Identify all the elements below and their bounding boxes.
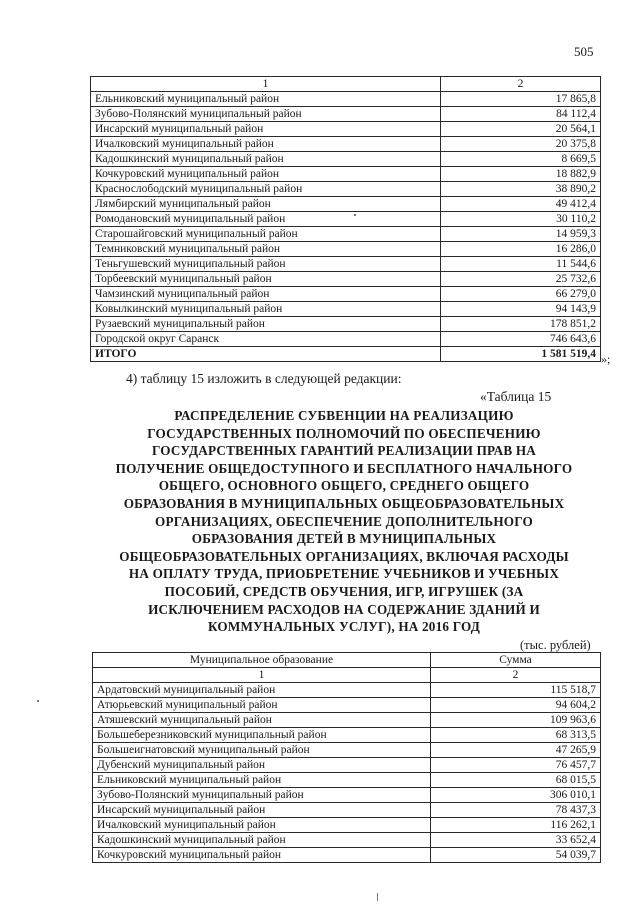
- closing-quote-mark: »;: [601, 352, 611, 366]
- table-row: [93, 698, 601, 713]
- municipality-name: Ичалковский муниципальный район: [91, 137, 441, 152]
- amount-value: 16 286,0: [441, 242, 601, 257]
- municipality-name: Инсарский муниципальный район: [93, 803, 431, 818]
- column-number-1: 1: [93, 668, 431, 683]
- amount-value: 20 564,1: [441, 122, 601, 137]
- table-row: [93, 773, 601, 788]
- municipality-name: Инсарский муниципальный район: [91, 122, 441, 137]
- table-row: [93, 833, 601, 848]
- total-value: 1 581 519,4: [441, 347, 601, 362]
- amount-value: 20 375,8: [441, 137, 601, 152]
- table-row: [91, 182, 601, 197]
- municipality-name: Кочкуровский муниципальный район: [91, 167, 441, 182]
- amount-value: 8 669,5: [441, 152, 601, 167]
- table-row: [91, 212, 601, 227]
- units-label: (тыс. рублей): [520, 638, 591, 652]
- municipality-name: Ельниковский муниципальный район: [93, 773, 431, 788]
- page-number: 505: [574, 44, 594, 59]
- title-line: НА ОПЛАТУ ТРУДА, ПРИОБРЕТЕНИЕ УЧЕБНИКОВ И УЧЕБНЫХ: [128, 566, 560, 582]
- amount-value: 18 882,9: [441, 167, 601, 182]
- municipality-name: Большеберезниковский муниципальный район: [93, 728, 431, 743]
- municipality-name: Ичалковский муниципальный район: [93, 818, 431, 833]
- subsidy-table-continued: [90, 76, 601, 362]
- scan-artifact-mark: [37, 700, 39, 702]
- table-row: [91, 122, 601, 137]
- total-label: ИТОГО: [91, 347, 441, 362]
- table-row: [91, 137, 601, 152]
- column-header-amount: Сумма: [431, 653, 601, 668]
- table-row: [91, 257, 601, 272]
- column-number-row: [93, 668, 601, 683]
- municipality-name: Дубенский муниципальный район: [93, 758, 431, 773]
- amount-value: 84 112,4: [441, 107, 601, 122]
- column-number-2: 2: [441, 77, 601, 92]
- column-number-row: [91, 77, 601, 92]
- table-row: [91, 272, 601, 287]
- amount-value: 66 279,0: [441, 287, 601, 302]
- municipality-name: Кадошкинский муниципальный район: [91, 152, 441, 167]
- amount-value: 115 518,7: [431, 683, 601, 698]
- table-row: [93, 818, 601, 833]
- column-number-2: 2: [431, 668, 601, 683]
- amount-value: 109 963,6: [431, 713, 601, 728]
- amount-value: 14 959,3: [441, 227, 601, 242]
- amount-value: 68 015,5: [431, 773, 601, 788]
- table-row: [93, 743, 601, 758]
- table-row: [91, 302, 601, 317]
- table-row: [91, 167, 601, 182]
- title-line: ПОСОБИЙ, СРЕДСТВ ОБУЧЕНИЯ, ИГР, ИГРУШЕК (ЗА: [164, 583, 524, 599]
- municipality-name: Торбеевский муниципальный район: [91, 272, 441, 287]
- municipality-name: Атюрьевский муниципальный район: [93, 698, 431, 713]
- municipality-name: Ардатовский муниципальный район: [93, 683, 431, 698]
- title-line: ОБЩЕОБРАЗОВАТЕЛЬНЫХ ОРГАНИЗАЦИЯХ, ВКЛЮЧАЯ РАСХОДЫ: [119, 548, 569, 564]
- amount-value: 94 143,9: [441, 302, 601, 317]
- municipality-name: Ромодановский муниципальный район: [91, 212, 441, 227]
- table-row: [91, 332, 601, 347]
- municipality-name: Городской округ Саранск: [91, 332, 441, 347]
- total-row: [91, 347, 601, 362]
- table-row: [91, 227, 601, 242]
- municipality-name: Темниковский муниципальный район: [91, 242, 441, 257]
- table-row: [91, 317, 601, 332]
- municipality-name: Чамзинский муниципальный район: [91, 287, 441, 302]
- subsidy-distribution-table: [92, 652, 601, 863]
- municipality-name: Теньгушевский муниципальный район: [91, 257, 441, 272]
- title-line: ОБРАЗОВАНИЯ ДЕТЕЙ В МУНИЦИПАЛЬНЫХ: [191, 531, 497, 547]
- table-row: [91, 287, 601, 302]
- title-line: ОРГАНИЗАЦИЯХ, ОБЕСПЕЧЕНИЕ ДОПОЛНИТЕЛЬНОГО: [155, 513, 533, 529]
- table-row: [93, 713, 601, 728]
- amount-value: 178 851,2: [441, 317, 601, 332]
- amount-value: 116 262,1: [431, 818, 601, 833]
- title-line: РАСПРЕДЕЛЕНИЕ СУБВЕНЦИИ НА РЕАЛИЗАЦИЮ: [174, 408, 514, 423]
- amount-value: 17 865,8: [441, 92, 601, 107]
- table-row: [91, 242, 601, 257]
- table-row: [91, 107, 601, 122]
- title-line: ОБЩЕГО, ОСНОВНОГО ОБЩЕГО, СРЕДНЕГО ОБЩЕГО: [158, 478, 530, 494]
- amount-value: 76 457,7: [431, 758, 601, 773]
- amount-value: 11 544,6: [441, 257, 601, 272]
- municipality-name: Лямбирский муниципальный район: [91, 197, 441, 212]
- table-row: [93, 758, 601, 773]
- title-line: ГОСУДАРСТВЕННЫХ ГАРАНТИЙ РЕАЛИЗАЦИИ ПРАВ НА: [151, 443, 537, 459]
- amendment-instruction: 4) таблицу 15 изложить в следующей редакции:: [126, 371, 402, 386]
- municipality-name: Рузаевский муниципальный район: [91, 317, 441, 332]
- amount-value: 38 890,2: [441, 182, 601, 197]
- amount-value: 30 110,2: [441, 212, 601, 227]
- column-header-municipality: Муниципальное образование: [93, 653, 431, 668]
- title-line: ГОСУДАРСТВЕННЫХ ПОЛНОМОЧИЙ ПО ОБЕСПЕЧЕНИЮ: [147, 425, 541, 441]
- amount-value: 47 265,9: [431, 743, 601, 758]
- table-header-row: [93, 653, 601, 668]
- municipality-name: Кочкуровский муниципальный район: [93, 848, 431, 863]
- title-line: КОММУНАЛЬНЫХ УСЛУГ), НА 2016 ГОД: [207, 619, 481, 635]
- amount-value: 68 313,5: [431, 728, 601, 743]
- amount-value: 49 412,4: [441, 197, 601, 212]
- table-caption: «Таблица 15: [480, 389, 552, 404]
- amount-value: 78 437,3: [431, 803, 601, 818]
- table-row: [91, 197, 601, 212]
- amount-value: 25 732,6: [441, 272, 601, 287]
- amount-value: 54 039,7: [431, 848, 601, 863]
- table-row: [93, 803, 601, 818]
- column-number-1: 1: [91, 77, 441, 92]
- amount-value: 33 652,4: [431, 833, 601, 848]
- municipality-name: Ельниковский муниципальный район: [91, 92, 441, 107]
- municipality-name: Зубово-Полянский муниципальный район: [91, 107, 441, 122]
- municipality-name: Ковылкинский муниципальный район: [91, 302, 441, 317]
- municipality-name: Атяшевский муниципальный район: [93, 713, 431, 728]
- table-row: [93, 728, 601, 743]
- municipality-name: Большеигнатовский муниципальный район: [93, 743, 431, 758]
- title-line: ПОЛУЧЕНИЕ ОБЩЕДОСТУПНОГО И БЕСПЛАТНОГО НАЧАЛЬНОГО: [115, 460, 573, 476]
- amount-value: 746 643,6: [441, 332, 601, 347]
- title-line: ИСКЛЮЧЕНИЕМ РАСХОДОВ НА СОДЕРЖАНИЕ ЗДАНИЙ И: [148, 601, 540, 617]
- table-row: [93, 848, 601, 863]
- municipality-name: Краснослободский муниципальный район: [91, 182, 441, 197]
- table-title: [88, 407, 600, 636]
- table-row: [91, 92, 601, 107]
- municipality-name: Старошайговский муниципальный район: [91, 227, 441, 242]
- title-line: ОБРАЗОВАНИЯ В МУНИЦИПАЛЬНЫХ ОБЩЕОБРАЗОВАТЕЛЬНЫХ: [123, 495, 565, 511]
- table-row: [91, 152, 601, 167]
- table-row: [93, 788, 601, 803]
- amount-value: 94 604,2: [431, 698, 601, 713]
- scan-artifact-mark: [377, 893, 378, 901]
- scan-artifact-mark: [354, 214, 356, 216]
- municipality-name: Кадошкинский муниципальный район: [93, 833, 431, 848]
- table-row: [93, 683, 601, 698]
- municipality-name: Зубово-Полянский муниципальный район: [93, 788, 431, 803]
- amount-value: 306 010,1: [431, 788, 601, 803]
